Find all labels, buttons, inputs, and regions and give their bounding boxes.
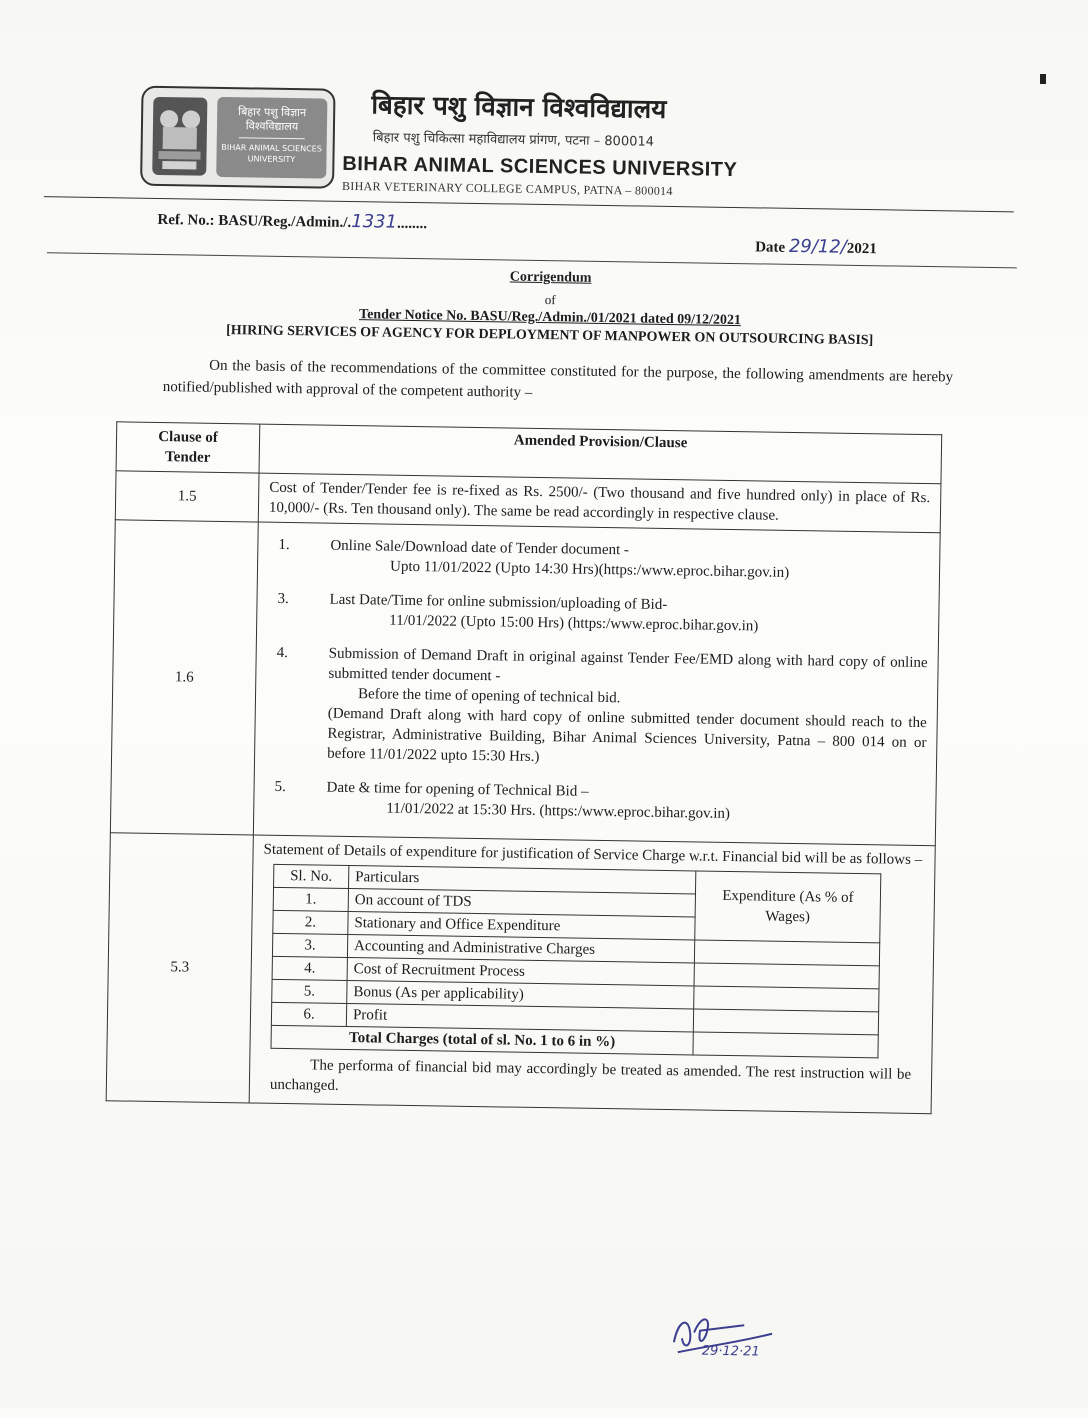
university-address-hindi: बिहार पशु चिकित्सा महाविद्यालय प्रांगण, पटना – 800014: [372, 130, 655, 150]
ref-label: Ref. No.: BASU/Reg./Admin./.: [157, 211, 352, 231]
intro-paragraph: On the basis of the recommendations of the committee constituted for the purpose, the following amendments are hereby notified/published with approval of the competent authority –: [162, 357, 954, 401]
table-row: 5. Bonus (As per applicability): [272, 979, 879, 1012]
clause-number: 1.5: [115, 471, 259, 522]
table-row: 1. On account of TDS: [273, 887, 880, 920]
provision-text: Cost of Tender/Tender fee is re-fixed as Rs. 2500/- (Two thousand and five hundred only) in place of Rs. 10,000/- (Rs. Ten thousand only). The same be read accordingly in respective clause.: [258, 473, 941, 533]
document-date: [755, 235, 877, 258]
table-row-5-3: [106, 833, 935, 1114]
expenditure-header-row: Sl. No. Particulars Expenditure (As % of Wages): [274, 864, 881, 897]
tender-notice-number: Tender Notice No. BASU/Reg./Admin./01/2021 dated 09/12/2021: [358, 307, 742, 329]
provision-items: [253, 522, 940, 846]
header-amended-provision: Amended Provision/Clause: [259, 424, 942, 484]
table-row: 6. Profit: [271, 1002, 878, 1035]
expenditure-table: [270, 864, 881, 1059]
header-clause: Clause of Tender: [116, 422, 260, 473]
list-item: 1. Online Sale/Download date of Tender document - Upto 11/01/2022 (Upto 14:30 Hrs)(https:/www.eproc.bihar.gov.in): [278, 536, 790, 581]
provision-statement: [249, 835, 935, 1114]
clause-number: 1.6: [110, 520, 258, 835]
clause-number: 5.3: [106, 833, 253, 1103]
closing-paragraph: The performa of financial bid may accordingly be treated as amended. The rest instruction will be unchanged.: [269, 1057, 912, 1094]
total-row: Total Charges (total of sl. No. 1 to 6 in %): [271, 1025, 878, 1058]
svg-text:29·12·21: 29·12·21: [701, 1343, 760, 1360]
ashoka-emblem-icon: [148, 93, 211, 180]
logo-wordmark: [216, 97, 327, 179]
title-of: of: [544, 292, 556, 308]
university-name-hindi: बिहार पशु विज्ञान विश्वविद्यालय: [371, 90, 667, 125]
amendments-table: [106, 421, 943, 1114]
list-item: 5. Date & time for opening of Technical Bid – 11/01/2022 at 15:30 Hrs. (https:/www.eproc.bihar.gov.in): [274, 778, 731, 822]
table-row: 3. Accounting and Administrative Charges: [272, 933, 879, 966]
logo-text-hindi: बिहार पशु विज्ञान विश्वविद्यालय: [238, 105, 307, 134]
tender-subject: [HIRING SERVICES OF AGENCY FOR DEPLOYMENT OF MANPOWER ON OUTSOURCING BASIS]: [226, 323, 874, 349]
table-row: 4. Cost of Recruitment Process: [272, 956, 879, 989]
ref-handwritten-number: 1331: [351, 210, 398, 233]
list-item: 4. Submission of Demand Draft in original against Tender Fee/EMD along with hard copy of online submitted tender document - Before the time of opening of technical bid. (Demand Draft along with hard copy of online submitted tender document should reach to the Registrar, Administrative Building, Bihar Animal Sciences University, Patna – 800 014 on or before 11/01/2022 upto 15:30 Hrs.): [276, 644, 928, 765]
date-year: 2021: [846, 240, 877, 258]
ref-dots: ........: [396, 215, 428, 233]
signature-icon: [654, 1302, 795, 1364]
date-label: Date: [755, 239, 790, 256]
reference-number: [157, 208, 427, 233]
list-item: 3. Last Date/Time for online submission/uploading of Bid- 11/01/2022 (Upto 15:00 Hrs) (https:/www.eproc.bihar.gov.in): [277, 590, 759, 635]
university-logo: [140, 86, 336, 189]
statement-text: Statement of Details of expenditure for justification of Service Charge w.r.t. Financial bid will be as follows –: [263, 841, 923, 869]
university-name-english: BIHAR ANIMAL SCIENCES UNIVERSITY: [342, 152, 738, 182]
date-handwritten: 29/12/: [788, 235, 848, 258]
university-address-english: BIHAR VETERINARY COLLEGE CAMPUS, PATNA – 800014: [341, 178, 673, 199]
table-row: 2. Stationary and Office Expenditure: [273, 910, 880, 943]
table-row-1-6: [110, 520, 940, 846]
document-title: Corrigendum: [509, 269, 592, 286]
logo-text-english: BIHAR ANIMAL SCIENCES UNIVERSITY: [221, 142, 322, 165]
